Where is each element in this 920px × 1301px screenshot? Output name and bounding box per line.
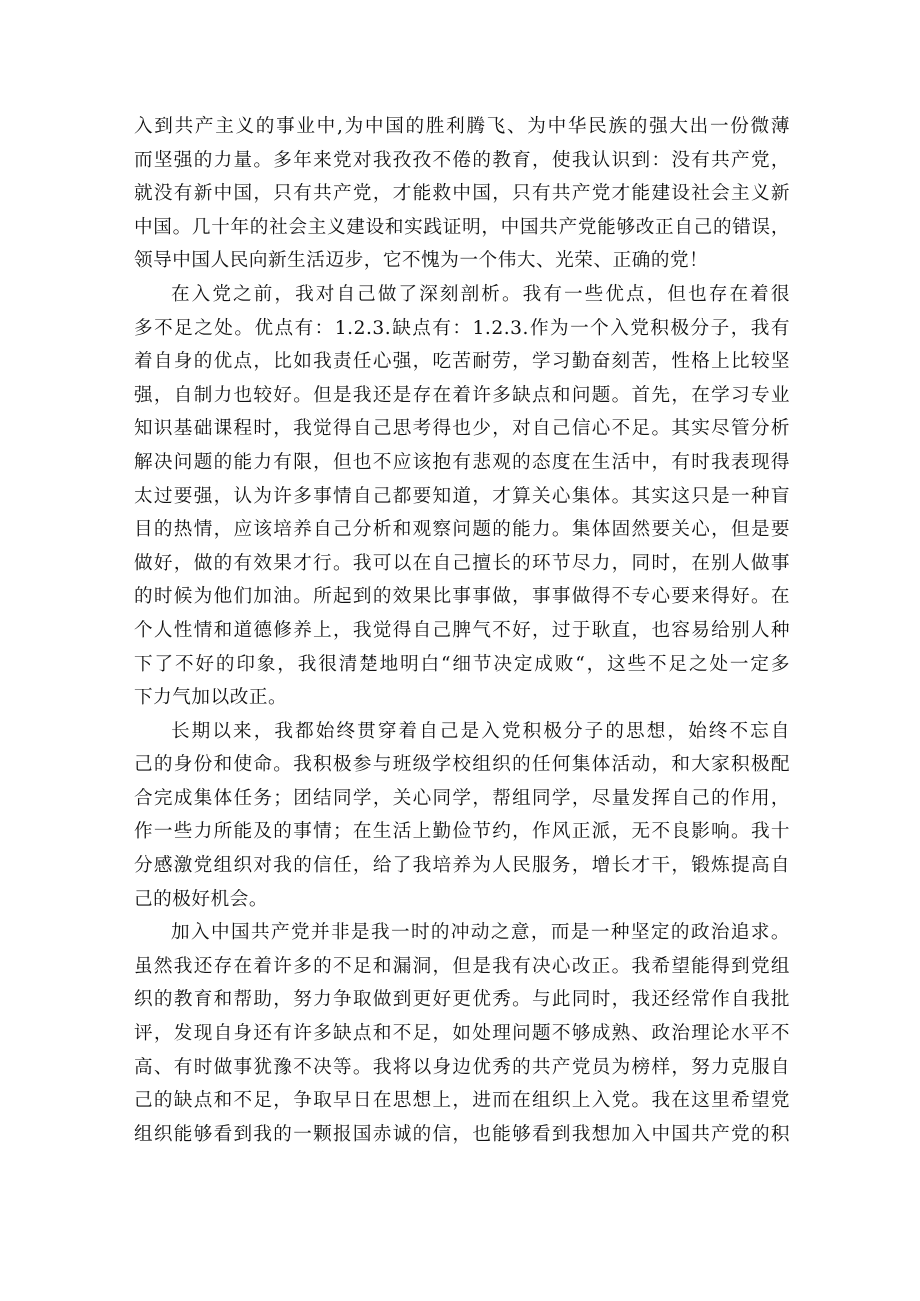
text-line: 虽然我还存在着许多的不足和漏洞，但是我有决心改正。我希望能得到党组 xyxy=(134,955,790,977)
text-line: 己的身份和使命。我积极参与班级学校组织的任何集体活动，和大家积极配 xyxy=(134,754,790,776)
paragraph-3 xyxy=(134,715,790,917)
text-line: 高、有时做事犹豫不决等。我将以身边优秀的共产党员为榜样，努力克服自 xyxy=(134,1056,790,1078)
text-line: 在入党之前，我对自己做了深刻剖析。我有一些优点，但也存在着很 xyxy=(171,283,790,305)
paragraph-1 xyxy=(134,110,790,278)
text-line: 长期以来，我都始终贯穿着自己是入党积极分子的思想，始终不忘自 xyxy=(171,720,790,742)
text-line: 中国。几十年的社会主义建设和实践证明，中国共产党能够改正自己的错误， xyxy=(134,216,790,238)
text-line: 太过要强，认为许多事情自己都要知道，才算关心集体。其实这只是一种盲 xyxy=(134,485,790,507)
text-line: 入到共产主义的事业中,为中国的胜利腾飞、为中华民族的强大出一份微薄 xyxy=(134,116,790,137)
text-line: 目的热情，应该培养自己分析和观察问题的能力。集体固然要关心，但是要 xyxy=(134,519,790,541)
text-line: 就没有新中国，只有共产党，才能救中国，只有共产党才能建设社会主义新 xyxy=(134,183,790,205)
text-line: 己的极好机会。 xyxy=(134,888,269,910)
text-line: 加入中国共产党并非是我一时的冲动之意，而是一种坚定的政治追求。 xyxy=(171,922,790,944)
text-line: 己的缺点和不足，争取早日在思想上，进而在组织上入党。我在这里希望党 xyxy=(134,1090,790,1112)
text-line: 下力气加以改正。 xyxy=(134,687,288,709)
text-line: 多不足之处。优点有：1.2.3.缺点有：1.2.3.作为一个入党积极分子，我有 xyxy=(134,317,790,339)
paragraph-4 xyxy=(134,916,790,1151)
text-line: 知识基础课程时，我觉得自己思考得也少，对自己信心不足。其实尽管分析 xyxy=(134,418,790,440)
text-line: 的时候为他们加油。所起到的效果比事事做，事事做得不专心要来得好。在 xyxy=(134,586,790,608)
text-line: 强，自制力也较好。但是我还是存在着许多缺点和问题。首先，在学习专业 xyxy=(134,384,790,406)
text-line: 织的教育和帮助，努力争取做到更好更优秀。与此同时，我还经常作自我批 xyxy=(134,989,790,1011)
text-line: 而坚强的力量。多年来党对我孜孜不倦的教育，使我认识到：没有共产党， xyxy=(134,149,790,171)
text-line: 分感激党组织对我的信任，给了我培养为人民服务，增长才干，锻炼提高自 xyxy=(134,855,790,877)
text-line: 评，发现自身还有许多缺点和不足，如处理问题不够成熟、政治理论水平不 xyxy=(134,1023,790,1045)
text-line: 下了不好的印象，我很清楚地明白“细节决定成败“，这些不足之处一定多 xyxy=(134,653,790,675)
text-line: 领导中国人民向新生活迈步，它不愧为一个伟大、光荣、正确的党！ xyxy=(134,250,709,272)
text-line: 做好，做的有效果才行。我可以在自己擅长的环节尽力，同时，在别人做事 xyxy=(134,552,790,574)
text-line: 个人性情和道德修养上，我觉得自己脾气不好，过于耿直，也容易给别人种 xyxy=(134,619,790,641)
paragraph-2 xyxy=(134,278,790,715)
text-line: 合完成集体任务；团结同学，关心同学，帮组同学，尽量发挥自己的作用， xyxy=(134,787,790,809)
text-line: 组织能够看到我的一颗报国赤诚的信，也能够看到我想加入中国共产党的积 xyxy=(134,1123,790,1145)
text-line: 解决问题的能力有限，但也不应该抱有悲观的态度在生活中，有时我表现得 xyxy=(134,451,790,473)
document-body xyxy=(134,110,790,1151)
text-line: 着自身的优点，比如我责任心强，吃苦耐劳，学习勤奋刻苦，性格上比较坚 xyxy=(134,351,790,373)
text-line: 作一些力所能及的事情；在生活上勤俭节约，作风正派，无不良影响。我十 xyxy=(134,821,790,843)
